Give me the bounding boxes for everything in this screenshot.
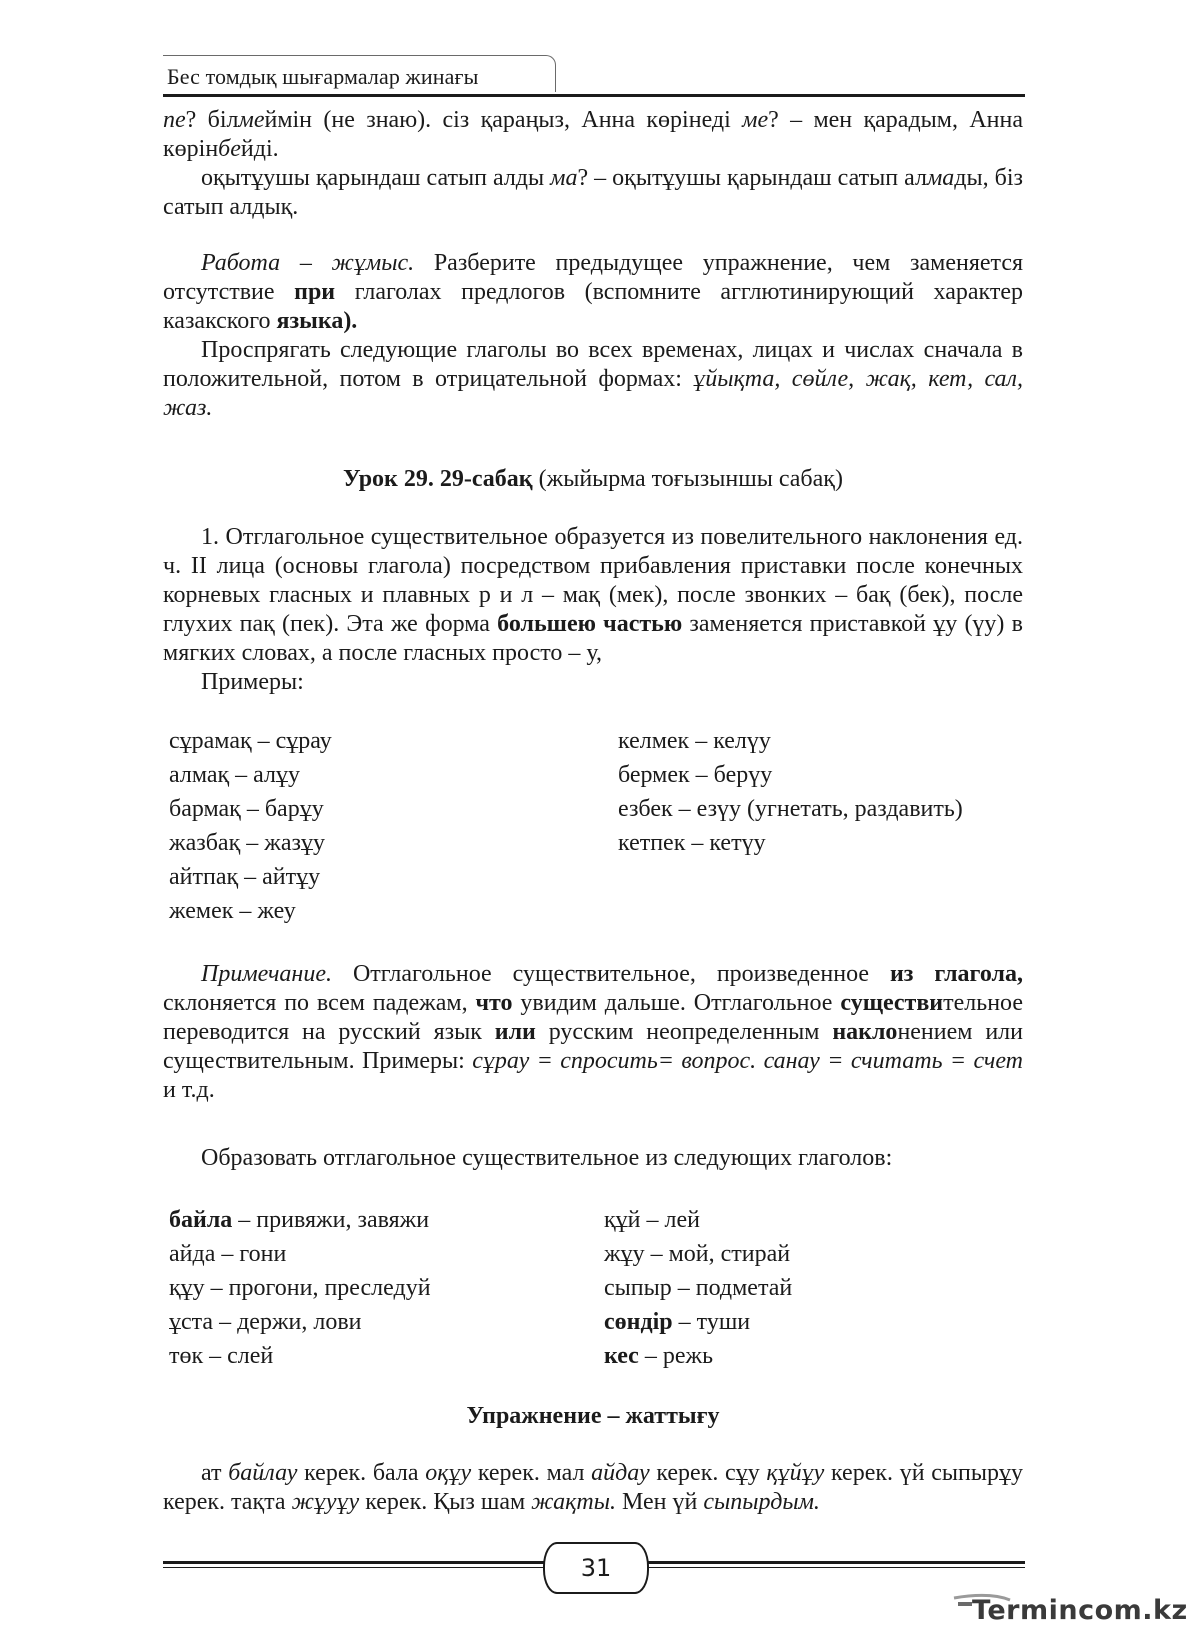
text-span: русским неопределенным bbox=[535, 1019, 833, 1045]
text-span: сұрау = спросить= вопрос. санау = считать = счет bbox=[472, 1048, 1023, 1074]
text-span: накло bbox=[832, 1019, 898, 1045]
text-span: – туши bbox=[672, 1309, 751, 1335]
header-title: Бес томдық шығармалар жинағы bbox=[167, 64, 479, 89]
paragraph-4 bbox=[163, 336, 1023, 423]
list-item bbox=[604, 1237, 792, 1271]
list-item: кетпек – кетүу bbox=[618, 830, 766, 856]
text-span: ды, біз сатып алдық. bbox=[163, 165, 1023, 220]
text-span: керек. мал bbox=[471, 1460, 592, 1486]
body-text-top bbox=[163, 106, 1023, 222]
text-span: айдау bbox=[591, 1460, 650, 1486]
examples-right-list bbox=[618, 724, 963, 860]
text-span: существи bbox=[840, 990, 944, 1016]
text-span: Проспрягать следующие глаголы во всех временах, лицах и числах сначала в положительной, потом в отрицательной формах: bbox=[163, 337, 1023, 392]
body-text-rule bbox=[163, 523, 1023, 697]
text-span: ? – оқытұушы қарындаш сатып ал bbox=[577, 165, 927, 191]
text-span: құйұу bbox=[766, 1460, 825, 1486]
text-span: жұу – мой, стирай bbox=[604, 1241, 791, 1267]
text-span: языка). bbox=[276, 308, 358, 334]
list-item bbox=[604, 1305, 792, 1339]
text-span: Отглагольное существительное, произведенное bbox=[332, 961, 890, 987]
list-item bbox=[169, 1339, 431, 1373]
text-span: оқұу bbox=[425, 1460, 472, 1486]
paragraph-2 bbox=[163, 164, 1023, 222]
text-span: байла bbox=[169, 1207, 233, 1233]
body-text-note bbox=[163, 960, 1023, 1105]
note-paragraph bbox=[163, 960, 1023, 1105]
text-span: керек. сұу bbox=[649, 1460, 767, 1486]
exercise-paragraph bbox=[163, 1459, 1023, 1517]
text-span: керек. бала bbox=[297, 1460, 426, 1486]
list-item: бермек – берүу bbox=[618, 762, 773, 788]
list-item: сұрамақ – сұрау bbox=[169, 728, 332, 754]
text-span: большею частью bbox=[497, 611, 683, 637]
text-span: ? – мен қарадым, Анна көрін bbox=[163, 107, 1024, 162]
exercise-title: Упражнение – жаттығу bbox=[466, 1403, 720, 1429]
watermark-text: Termincom.kz bbox=[972, 1595, 1188, 1626]
page-number-frame bbox=[543, 1542, 649, 1594]
text-span: увидим дальше. Отглагольное bbox=[512, 990, 841, 1016]
text-span: оқытұушы қарындаш сатып алды bbox=[201, 165, 551, 191]
text-span: 1. Отглагольное существительное образуется из повелительного наклонения ед. ч. II лица (основы глагола) посредством прибавления приставки после конечных корневых гласных и плавных р и л – мақ (мек), после звонких – бақ (бек), после глухих пақ (пек). Эта же форма bbox=[163, 524, 1023, 637]
text-span: жұуұу bbox=[291, 1489, 360, 1515]
text-span: айда – гони bbox=[169, 1241, 287, 1267]
text-span: сыпыр – подметай bbox=[604, 1275, 793, 1301]
verbs-left-list bbox=[169, 1203, 431, 1373]
text-span: ? біл bbox=[185, 107, 239, 133]
list-item: езбек – езүу (угнетать, раздавить) bbox=[618, 796, 963, 822]
text-span: ұйықта, сөйле, жақ, кет, сал, жаз. bbox=[163, 366, 1023, 421]
page-footer bbox=[163, 1540, 1025, 1592]
text-span: жақты. bbox=[531, 1489, 616, 1515]
text-span: при bbox=[294, 279, 336, 305]
text-span: нением или существительным. Примеры: bbox=[163, 1019, 1023, 1074]
body-text-work bbox=[163, 249, 1023, 423]
text-span: ма bbox=[926, 165, 955, 191]
task-paragraph: Образовать отглагольное существительное из следующих глаголов: bbox=[201, 1145, 893, 1171]
text-span: керек. үй сыпырұу керек. тақта bbox=[163, 1460, 1024, 1515]
body-text-task bbox=[163, 1144, 1023, 1173]
list-item bbox=[169, 1203, 431, 1237]
text-span: тельное переводится на русский язык bbox=[163, 990, 1023, 1045]
paragraph-5 bbox=[163, 523, 1023, 668]
text-span: ме bbox=[238, 107, 265, 133]
list-item: алмақ – алұу bbox=[169, 762, 301, 788]
list-item: келмек – келүу bbox=[618, 728, 771, 754]
list-item: жазбақ – жазұу bbox=[169, 830, 325, 856]
text-span: ат bbox=[201, 1460, 229, 1486]
text-span: сыпырдым. bbox=[703, 1489, 820, 1515]
text-span: Мен үй bbox=[616, 1489, 704, 1515]
text-span: ұста – держи, лови bbox=[169, 1309, 362, 1335]
header-rule bbox=[163, 94, 1025, 97]
text-span: – режь bbox=[638, 1343, 714, 1369]
list-item bbox=[169, 1237, 431, 1271]
text-span: ме bbox=[742, 107, 769, 133]
running-header bbox=[163, 55, 1025, 97]
list-item: жемек – жеу bbox=[169, 898, 296, 924]
list-item bbox=[169, 1271, 431, 1305]
text-span: төк – слей bbox=[169, 1343, 274, 1369]
text-span: йді. bbox=[240, 136, 279, 162]
text-span: Примечание. bbox=[201, 961, 332, 987]
lesson-heading bbox=[163, 466, 1023, 493]
text-span: сөндір bbox=[604, 1309, 673, 1335]
text-span: (жыйырма тоғызыншы сабақ) bbox=[532, 466, 843, 492]
body-text-exercise bbox=[163, 1459, 1023, 1517]
text-span: байлау bbox=[228, 1460, 298, 1486]
text-span: – привяжи, завяжи bbox=[232, 1207, 430, 1233]
text-span: құй – лей bbox=[604, 1207, 700, 1233]
text-span: или bbox=[494, 1019, 536, 1045]
text-span: Урок 29. 29-сабақ bbox=[343, 466, 533, 492]
examples-label: Примеры: bbox=[201, 669, 304, 695]
list-item: айтпақ – айтұу bbox=[169, 864, 321, 890]
text-span: глаголах предлогов (вспомните агглютинирующий характер казакского bbox=[163, 279, 1023, 334]
paragraph-1 bbox=[163, 106, 1023, 164]
paragraph-3 bbox=[163, 249, 1023, 336]
page-number: 31 bbox=[580, 1554, 612, 1582]
list-item bbox=[604, 1339, 792, 1373]
text-span: Работа – жұмыс. bbox=[201, 250, 415, 276]
text-span: из глагола, bbox=[889, 961, 1023, 987]
text-span: и т.д. bbox=[163, 1077, 215, 1103]
text-span: что bbox=[475, 990, 513, 1016]
text-span: бе bbox=[218, 136, 241, 162]
text-span: құу – прогони, преследуй bbox=[169, 1275, 431, 1301]
text-span: Разберите предыдущее упражнение, чем заменяется отсутствие bbox=[163, 250, 1024, 305]
text-span: ймін (не знаю). сіз қараңыз, Анна көрінеді bbox=[264, 107, 743, 133]
text-span: склоняется по всем падежам, bbox=[163, 990, 476, 1016]
text-span: ма bbox=[550, 165, 578, 191]
list-item bbox=[604, 1271, 792, 1305]
text-span: керек. Қыз шам bbox=[359, 1489, 532, 1515]
text-span: пе bbox=[163, 107, 186, 133]
examples-left-list bbox=[169, 724, 332, 928]
text-span: заменяется приставкой ұу (үу) в мягких словах, а после гласных просто – у, bbox=[163, 611, 1023, 666]
verbs-right-list bbox=[604, 1203, 792, 1373]
watermark-logo bbox=[950, 1590, 1188, 1630]
list-item bbox=[169, 1305, 431, 1339]
list-item bbox=[604, 1203, 792, 1237]
text-span: кес bbox=[604, 1343, 639, 1369]
list-item: бармақ – барұу bbox=[169, 796, 324, 822]
